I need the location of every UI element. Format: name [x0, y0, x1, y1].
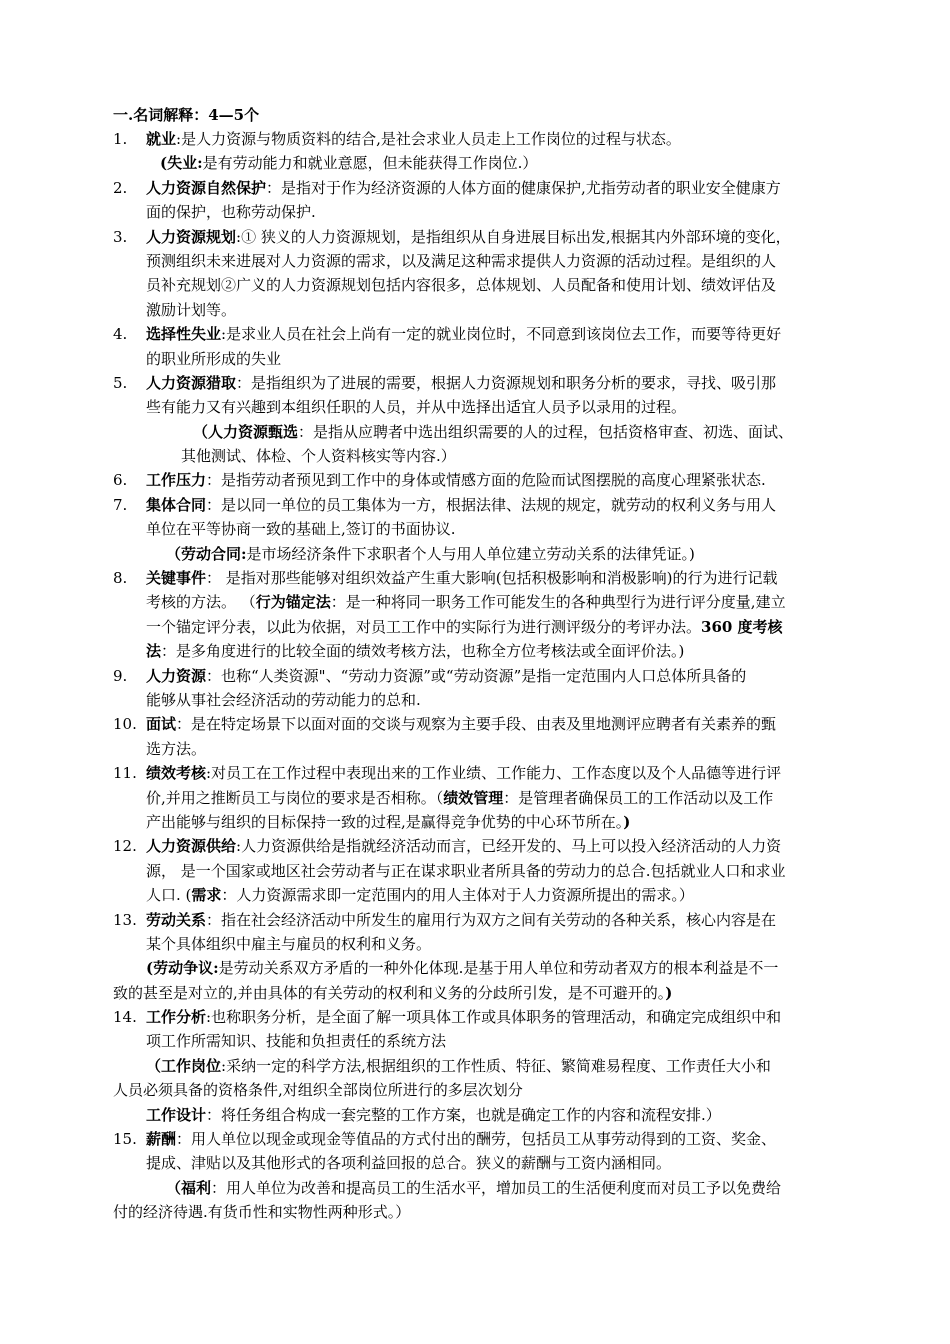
definition-text: ：用人单位为改善和提高员工的生活水平，增加员工的生活便利度而对员工予以免费给 — [211, 1178, 782, 1197]
definition-text: 项工作所需知识、技能和负担责任的系统方法 — [146, 1032, 447, 1051]
item-number: 13. — [113, 910, 137, 929]
term: 法 — [146, 642, 162, 661]
item-number: 2. — [113, 178, 128, 197]
definition-text: ：是指劳动者预见到工作中的身体或情感方面的危险而试图摆脱的高度心理紧张状态. — [206, 471, 766, 490]
item-number: 9. — [113, 666, 128, 685]
item-number: 7. — [113, 495, 128, 514]
item-number: 14. — [113, 1008, 137, 1027]
list-item — [113, 834, 865, 858]
term: 人力资源规划 — [146, 227, 237, 246]
term: ) — [665, 983, 673, 1002]
definition-text: 人员必须具备的资格条件,对组织全部岗位所进行的多层次划分 — [113, 1081, 523, 1100]
definition-text: :对员工在工作过程中表现出来的工作业绩、工作能力、工作态度以及个人品德等进行评 — [206, 764, 782, 783]
list-item — [113, 176, 865, 200]
definition-text: 产出能够与组织的目标保持一致的过程,是赢得竞争优势的中心环节所在。 — [146, 812, 624, 831]
definition-text: 考核的方法。 （ — [146, 593, 256, 612]
term: 绩效考核 — [146, 764, 207, 783]
text-line — [113, 273, 865, 297]
definition-text: 一个锚定评分表，以此为依据，对员工工作中的实际行为进行测评级分的考评办法。 — [146, 617, 702, 636]
term: 就业 — [146, 130, 177, 148]
definition-text: ：将任务组合构成一套完整的工作方案，也就是确定工作的内容和流程安排.） — [206, 1105, 721, 1124]
list-item — [113, 712, 865, 736]
item-text — [146, 127, 865, 151]
term: 人力资源猎取 — [146, 373, 237, 392]
definition-text: 其他测试、体检、个人资料核实等内容.） — [181, 447, 456, 466]
definition-text: 些有能力又有兴趣到本组织任职的人员，并从中选择出适宜人员予以录用的过程。 — [146, 398, 687, 417]
item-number: 10. — [113, 715, 137, 734]
text-line — [113, 1176, 865, 1200]
text-line — [113, 200, 865, 224]
list-item — [113, 225, 865, 249]
term: 工作压力 — [146, 471, 207, 490]
text-line — [113, 688, 865, 712]
item-number: 15. — [113, 1130, 137, 1149]
definition-text: 预测组织未来进展对人力资源的需求，以及满足这种需求提供人力资源的活动过程。是组织的人 — [146, 251, 777, 270]
definition-text: 选方法。 — [146, 739, 207, 758]
text-line — [113, 1103, 865, 1127]
term: （工作岗位 — [146, 1056, 222, 1075]
text-line — [113, 932, 865, 956]
text-line — [113, 956, 865, 980]
item-text — [146, 566, 865, 590]
text-line — [113, 1200, 865, 1224]
term: 360 度考核 — [701, 617, 783, 636]
definition-text: 源， 是一个国家或地区社会劳动者与正在谋求职业者所具备的劳动力的总合.包括就业人口和求业 — [146, 861, 786, 880]
item-text — [146, 761, 865, 785]
definition-text: 员补充规划②广义的人力资源规划包括内容很多，总体规划、人员配备和使用计划、绩效评估及 — [146, 276, 777, 295]
item-number: 12. — [113, 837, 137, 856]
definition-text: ：人力资源需求即一定范围内的用人主体对于人力资源所提出的需求。） — [221, 886, 694, 905]
term: 薪酬 — [146, 1130, 177, 1149]
item-text — [146, 493, 865, 517]
definition-text: 面的保护，也称劳动保护. — [146, 203, 316, 222]
item-number: 5. — [113, 373, 128, 392]
definition-text: 致的甚至是对立的,并由具体的有关劳动的权利和义务的分歧所引发，是不可避开的。 — [113, 983, 666, 1002]
definition-text: ：是管理者确保员工的工作活动以及工作 — [503, 788, 774, 807]
text-line — [113, 151, 865, 175]
document-page — [113, 103, 865, 1225]
term: 人力资源 — [146, 666, 207, 685]
text-line — [113, 420, 865, 444]
definition-text: ：是以同一单位的员工集体为一方，根据法律、法规的规定，就劳动的权利义务与用人 — [206, 495, 777, 514]
text-line — [113, 590, 865, 614]
item-number: 8. — [113, 569, 128, 588]
definition-text: 是市场经济条件下求职者个人与用人单位建立劳动关系的法律凭证。) — [246, 544, 695, 563]
list-item — [113, 1005, 865, 1029]
definition-text: ：指在社会经济活动中所发生的雇用行为双方之间有关劳动的各种关系，核心内容是在 — [206, 910, 777, 929]
item-number: 11. — [113, 764, 137, 783]
definition-text: 提成、津贴以及其他形式的各项利益回报的总合。狭义的薪酬与工资内涵相同。 — [146, 1154, 672, 1173]
term: 选择性失业 — [146, 325, 222, 344]
text-line — [113, 542, 865, 566]
definition-text: :采纳一定的科学方法,根据组织的工作性质、特征、繁简难易程度、工作责任大小和 — [221, 1056, 771, 1075]
item-text — [146, 225, 865, 249]
definition-text: ：是多角度进行的比较全面的绩效考核方法，也称全方位考核法或全面评价法。) — [161, 642, 685, 661]
term: 行为锚定法 — [255, 593, 331, 612]
definition-text: 付的经济待遇.有货币性和实物性两种形式。） — [113, 1203, 411, 1222]
definition-text: ：是指组织为了进展的需要，根据人力资源规划和职务分析的要求，寻找、吸引那 — [236, 373, 777, 392]
list-item — [113, 566, 865, 590]
definition-text: :也称职务分析，是全面了解一项具体工作或具体职务的管理活动，和确定完成组织中和 — [206, 1008, 782, 1027]
list-item — [113, 127, 865, 151]
item-number: 6. — [113, 471, 128, 490]
definition-text: ：用人单位以现金或现金等值品的方式付出的酬劳，包括员工从事劳动得到的工资、奖金、 — [176, 1130, 777, 1149]
text-line — [113, 981, 865, 1005]
text-line — [113, 859, 865, 883]
text-line — [113, 1078, 865, 1102]
item-number: 3. — [113, 227, 128, 246]
term: （人力资源甄选 — [193, 422, 299, 441]
text-line — [113, 883, 865, 907]
term: 工作设计 — [146, 1105, 207, 1124]
definition-text: ：也称“人类资源"、“劳动力资源”或“劳动资源”是指一定范围内人口总体所具备的 — [206, 666, 747, 685]
definition-list — [113, 127, 865, 1225]
item-text — [146, 176, 865, 200]
text-line — [113, 615, 865, 639]
definition-text: ： 是指对那些能够对组织效益产生重大影响(包括积极影响和消极影响)的行为进行记载 — [206, 569, 778, 588]
definition-text: :人力资源供给是指就经济活动而言，已经开发的、马上可以投入经济活动的人力资 — [236, 837, 782, 856]
term: 人力资源自然保护 — [146, 178, 267, 197]
definition-text: 能够从事社会经济活动的劳动能力的总和. — [146, 690, 421, 709]
term: (失业: — [160, 154, 203, 173]
list-item — [113, 761, 865, 785]
text-line — [113, 249, 865, 273]
item-number: 1. — [113, 130, 128, 148]
text-line — [113, 517, 865, 541]
definition-text: ：是在特定场景下以面对面的交谈与观察为主要手段、由表及里地测评应聘者有关素养的甄 — [176, 715, 777, 734]
term: 劳动关系 — [146, 910, 207, 929]
definition-text: :是求业人员在社会上尚有一定的就业岗位时，不同意到该岗位去工作，而要等待更好 — [221, 325, 782, 344]
definition-text: ：是指对于作为经济资源的人体方面的健康保护,尤指劳动者的职业安全健康方 — [266, 178, 781, 197]
item-text — [146, 712, 865, 736]
item-text — [146, 1005, 865, 1029]
term: (劳动争议: — [146, 959, 219, 978]
list-item — [113, 1127, 865, 1151]
text-line — [113, 786, 865, 810]
item-text — [146, 468, 865, 492]
item-text — [146, 371, 865, 395]
definition-text: 激励计划等。 — [146, 300, 237, 319]
definition-text: :是人力资源与物质资料的结合,是社会求业人员走上工作岗位的过程与状态。 — [176, 130, 681, 148]
term: （福利 — [166, 1178, 212, 1197]
list-item — [113, 664, 865, 688]
definition-text: 是有劳动能力和就业意愿，但未能获得工作岗位.） — [202, 154, 538, 173]
definition-text: ：是一种将同一职务工作可能发生的各种典型行为进行评分度量,建立 — [330, 593, 786, 612]
definition-text: 人口. ( — [146, 886, 192, 905]
text-line — [113, 298, 865, 322]
term: （劳动合同: — [166, 544, 247, 563]
term: 集体合同 — [146, 495, 207, 514]
item-number: 4. — [113, 325, 128, 344]
list-item — [113, 908, 865, 932]
definition-text: 价,并用之推断员工与岗位的要求是否相称。（ — [146, 788, 444, 807]
text-line — [113, 444, 865, 468]
item-text — [146, 1127, 865, 1151]
item-text — [146, 908, 865, 932]
term: ) — [623, 812, 631, 831]
term: 工作分析 — [146, 1008, 207, 1027]
list-item — [113, 322, 865, 346]
definition-text: 某个具体组织中雇主与雇员的权利和义务。 — [146, 934, 432, 953]
text-line — [113, 1054, 865, 1078]
text-line — [113, 737, 865, 761]
list-item — [113, 468, 865, 492]
text-line — [113, 639, 865, 663]
list-item — [113, 493, 865, 517]
list-item — [113, 371, 865, 395]
text-line — [113, 1029, 865, 1053]
definition-text: 是劳动关系双方矛盾的一种外化体现.是基于用人单位和劳动者双方的根本利益是不一 — [218, 959, 779, 978]
term: 面试 — [146, 715, 177, 734]
item-text — [146, 664, 865, 688]
item-text — [146, 834, 865, 858]
section-heading: 一.名词解释：4—5个 — [113, 106, 260, 124]
term: 绩效管理 — [443, 788, 504, 807]
text-line — [113, 347, 865, 371]
item-text — [146, 322, 865, 346]
text-line — [113, 395, 865, 419]
term: 需求 — [191, 886, 222, 905]
definition-text: 的职业所形成的失业 — [146, 349, 282, 368]
text-line — [113, 1151, 865, 1175]
term: 关键事件 — [146, 569, 207, 588]
text-line — [113, 810, 865, 834]
definition-text: 单位在平等协商一致的基础上,签订的书面协议. — [146, 520, 456, 539]
definition-text: ：是指从应聘者中选出组织需要的人的过程，包括资格审查、初选、面试、 — [298, 422, 794, 441]
term: 人力资源供给 — [146, 837, 237, 856]
definition-text: :① 狭义的人力资源规划，是指组织从自身进展目标出发,根据其内外部环境的变化， — [236, 227, 791, 246]
